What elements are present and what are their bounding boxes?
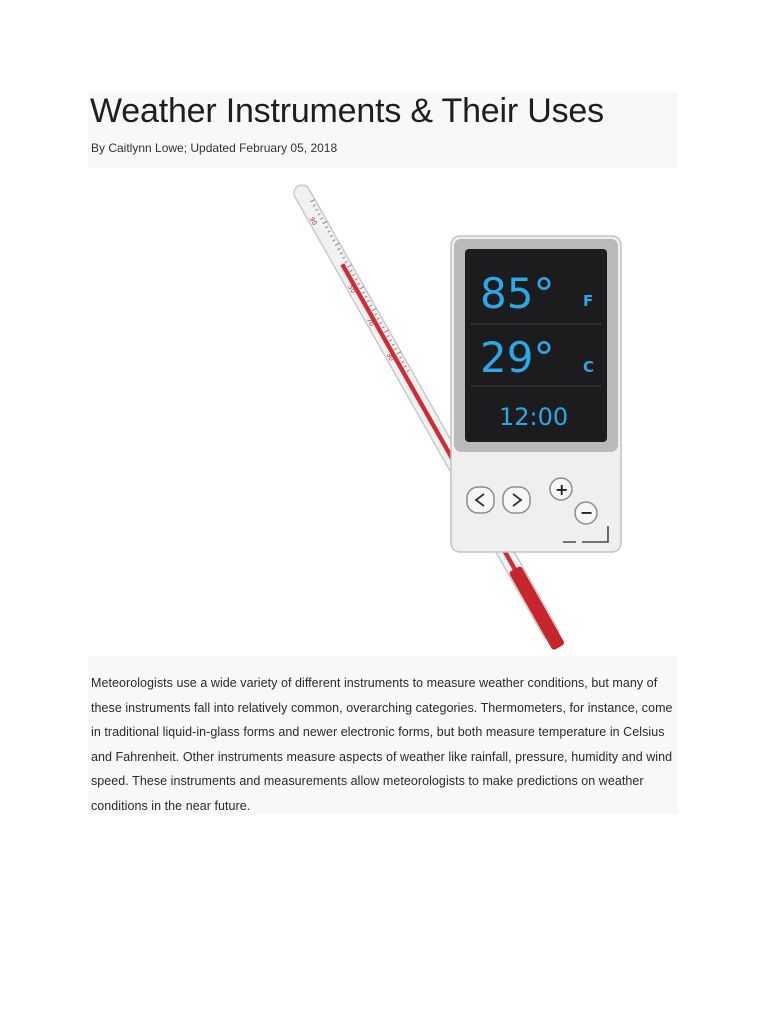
next-button[interactable]: [503, 487, 530, 513]
weather-instrument-illustration: [280, 178, 650, 656]
time-reading: 12:00: [499, 403, 569, 431]
fahrenheit-unit: F: [583, 292, 594, 310]
thermometer-scale-label: 90: [307, 215, 319, 227]
thermometer-bulb-end: [509, 566, 566, 651]
article-paragraph: Meteorologists use a wide variety of different instruments to measure weather conditions, but many of these instruments fall into relatively common, overarching categories. Thermometers, for instance, come in traditional liquid-in-glass forms and newer electronic forms, but both measure temperature in Celsius and Fahrenheit. Other instruments measure aspects of weather like rainfall, pressure, humidity and wind speed. These instruments and measurements allow meteorologists to make predictions on weather conditions in the near future.: [91, 676, 673, 813]
fahrenheit-reading: 85°: [480, 269, 555, 318]
plus-icon: +: [555, 480, 569, 499]
celsius-unit: C: [583, 358, 595, 376]
minus-button[interactable]: [575, 502, 597, 524]
thermometer-scale-label: 70: [364, 316, 376, 328]
article-byline: By Caitlynn Lowe; Updated February 05, 2018: [91, 141, 338, 155]
previous-button[interactable]: [467, 487, 494, 513]
celsius-reading: 29°: [480, 333, 555, 382]
thermometer-scale-label: 50: [346, 283, 358, 295]
minus-icon: −: [580, 503, 594, 522]
plus-button[interactable]: [550, 478, 572, 500]
article-title: Weather Instruments & Their Uses: [90, 92, 604, 130]
thermometer-scale-label: 30: [384, 351, 396, 363]
digital-thermometer-device: [451, 236, 621, 552]
